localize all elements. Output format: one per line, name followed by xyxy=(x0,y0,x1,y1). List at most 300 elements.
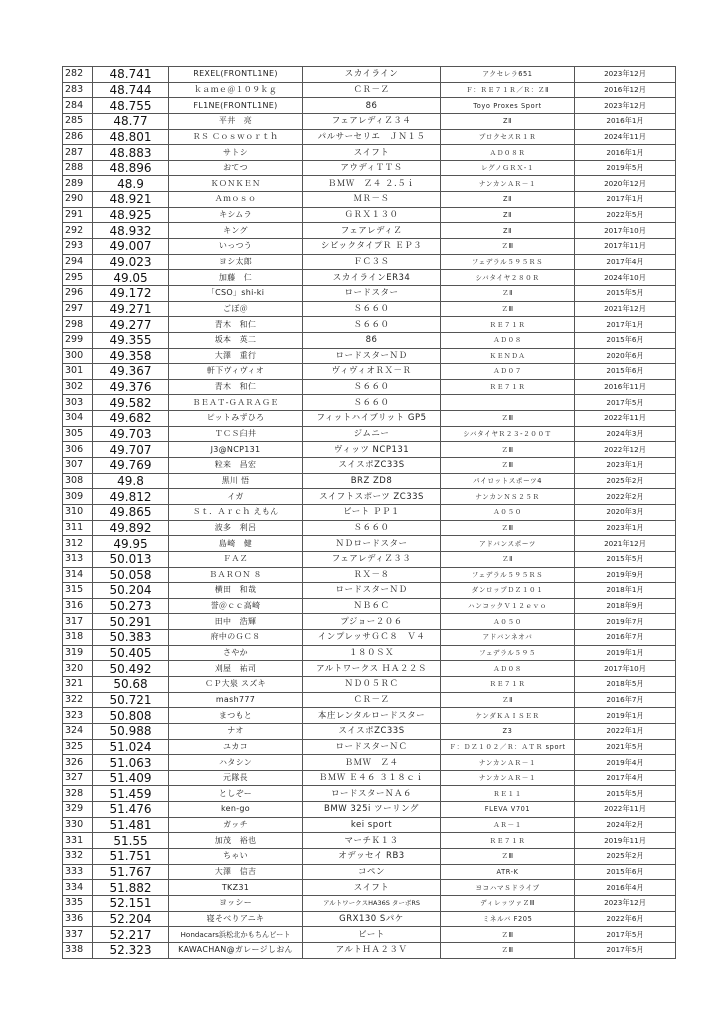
rank-cell: 321 xyxy=(63,676,93,692)
driver-name-cell: 「CSO」shi-ki xyxy=(169,285,303,301)
rank-cell: 283 xyxy=(63,82,93,98)
table-row xyxy=(63,442,676,458)
car-model-cell: ロードスターＮＣ xyxy=(303,739,441,755)
car-model-cell: ＮＤ０５ＲＣ xyxy=(303,676,441,692)
date-cell: 2020年6月 xyxy=(575,348,676,364)
car-model-cell: スカイラインER34 xyxy=(303,270,441,286)
time-cell: 49.8 xyxy=(93,473,169,489)
tire-cell: ハンコックＶ１２ｅｖｏ xyxy=(441,598,575,614)
tire-cell: ＺⅡ xyxy=(441,285,575,301)
table-row xyxy=(63,786,676,802)
driver-name-cell: ヨッシー xyxy=(169,895,303,911)
tire-cell: パイロットスポーツ4 xyxy=(441,473,575,489)
date-cell: 2019年7月 xyxy=(575,614,676,630)
car-model-cell: スイフト xyxy=(303,145,441,161)
driver-name-cell: 軒下ヴィヴィオ xyxy=(169,364,303,380)
table-row xyxy=(63,692,676,708)
time-cell: 49.023 xyxy=(93,254,169,270)
time-cell: 48.744 xyxy=(93,82,169,98)
table-row xyxy=(63,207,676,223)
tire-cell: ナンカンＡＲ－１ xyxy=(441,770,575,786)
date-cell: 2024年2月 xyxy=(575,817,676,833)
time-cell: 50.291 xyxy=(93,614,169,630)
date-cell: 2021年12月 xyxy=(575,536,676,552)
car-model-cell: BMW 325i ツーリング xyxy=(303,802,441,818)
tire-cell: Z3 xyxy=(441,723,575,739)
car-model-cell: Ｓ６６０ xyxy=(303,301,441,317)
tire-cell: ＲＥ７１Ｒ xyxy=(441,379,575,395)
date-cell: 2017年5月 xyxy=(575,927,676,943)
driver-name-cell: 黒川 悟 xyxy=(169,473,303,489)
time-cell: 49.007 xyxy=(93,239,169,255)
driver-name-cell: ガッチ xyxy=(169,817,303,833)
table-row xyxy=(63,160,676,176)
driver-name-cell: mash777 xyxy=(169,692,303,708)
tire-cell: アクセレラ651 xyxy=(441,67,575,83)
car-model-cell: 86 xyxy=(303,98,441,114)
driver-name-cell: 坂本 英二 xyxy=(169,332,303,348)
driver-name-cell: まつもと xyxy=(169,708,303,724)
tire-cell: ＺⅢ xyxy=(441,458,575,474)
table-row xyxy=(63,176,676,192)
driver-name-cell: KAWACHAN@ガレージしおん xyxy=(169,942,303,958)
rank-cell: 322 xyxy=(63,692,93,708)
time-cell: 52.204 xyxy=(93,911,169,927)
table-row xyxy=(63,661,676,677)
date-cell: 2016年7月 xyxy=(575,630,676,646)
driver-name-cell: キング xyxy=(169,223,303,239)
car-model-cell: 86 xyxy=(303,332,441,348)
time-cell: 50.405 xyxy=(93,645,169,661)
table-row xyxy=(63,630,676,646)
table-row xyxy=(63,504,676,520)
car-model-cell: アウディＴＴＳ xyxy=(303,160,441,176)
driver-name-cell: TKZ31 xyxy=(169,880,303,896)
rank-cell: 312 xyxy=(63,536,93,552)
table-row xyxy=(63,864,676,880)
date-cell: 2022年6月 xyxy=(575,911,676,927)
rank-cell: 293 xyxy=(63,239,93,255)
table-row xyxy=(63,332,676,348)
tire-cell: ZⅡ xyxy=(441,113,575,129)
car-model-cell: シビックタイプＲ ＥＰ３ xyxy=(303,239,441,255)
tire-cell: ＡＤ０８ xyxy=(441,661,575,677)
time-cell: 49.812 xyxy=(93,489,169,505)
table-row xyxy=(63,583,676,599)
driver-name-cell: 横田 和哉 xyxy=(169,583,303,599)
rank-cell: 311 xyxy=(63,520,93,536)
tire-cell: ＺⅢ xyxy=(441,442,575,458)
date-cell: 2023年1月 xyxy=(575,458,676,474)
tire-cell: プロクセスＲ１Ｒ xyxy=(441,129,575,145)
table-row xyxy=(63,301,676,317)
tire-cell: アドバンネオバ xyxy=(441,630,575,646)
tire-cell: ＡＤ０８Ｒ xyxy=(441,145,575,161)
rank-cell: 285 xyxy=(63,113,93,129)
tire-cell: ケンダＫＡＩＳＥＲ xyxy=(441,708,575,724)
rank-cell: 333 xyxy=(63,864,93,880)
rank-cell: 319 xyxy=(63,645,93,661)
driver-name-cell: ナオ xyxy=(169,723,303,739)
tire-cell: Toyo Proxes Sport xyxy=(441,98,575,114)
tire-cell: ＡＲ－１ xyxy=(441,817,575,833)
rank-cell: 325 xyxy=(63,739,93,755)
tire-cell: アドバンスポーツ xyxy=(441,536,575,552)
table-row xyxy=(63,895,676,911)
rank-cell: 300 xyxy=(63,348,93,364)
time-cell: 50.383 xyxy=(93,630,169,646)
driver-name-cell: 青木 和仁 xyxy=(169,379,303,395)
car-model-cell: フェアレディＺ xyxy=(303,223,441,239)
rank-cell: 299 xyxy=(63,332,93,348)
driver-name-cell: 大澤 信吉 xyxy=(169,864,303,880)
date-cell: 2019年5月 xyxy=(575,160,676,176)
driver-name-cell: 元隊長 xyxy=(169,770,303,786)
date-cell: 2022年11月 xyxy=(575,411,676,427)
table-row xyxy=(63,833,676,849)
time-cell: 51.063 xyxy=(93,755,169,771)
car-model-cell: ＢＭＷ Ｅ４６ ３１８ｃｉ xyxy=(303,770,441,786)
time-cell: 49.358 xyxy=(93,348,169,364)
table-row xyxy=(63,254,676,270)
date-cell: 2015年5月 xyxy=(575,285,676,301)
rank-cell: 304 xyxy=(63,411,93,427)
tire-cell: ＲＥ１１ xyxy=(441,786,575,802)
rank-cell: 295 xyxy=(63,270,93,286)
tire-cell: ＺⅢ xyxy=(441,942,575,958)
time-cell: 51.767 xyxy=(93,864,169,880)
car-model-cell: ロードスター xyxy=(303,285,441,301)
date-cell: 2017年5月 xyxy=(575,395,676,411)
driver-name-cell: 島崎 健 xyxy=(169,536,303,552)
table-row xyxy=(63,551,676,567)
time-cell: 48.896 xyxy=(93,160,169,176)
time-cell: 51.882 xyxy=(93,880,169,896)
tire-cell: ＺⅢ xyxy=(441,849,575,865)
rank-cell: 291 xyxy=(63,207,93,223)
driver-name-cell: ken-go xyxy=(169,802,303,818)
tire-cell: シバタイヤＲ２３-２００Ｔ xyxy=(441,426,575,442)
time-cell: 49.707 xyxy=(93,442,169,458)
time-cell: 49.271 xyxy=(93,301,169,317)
rank-cell: 315 xyxy=(63,583,93,599)
date-cell: 2015年6月 xyxy=(575,864,676,880)
table-row xyxy=(63,598,676,614)
time-cell: 50.058 xyxy=(93,567,169,583)
car-model-cell: スイスポZC33S xyxy=(303,458,441,474)
time-cell: 49.355 xyxy=(93,332,169,348)
rank-cell: 316 xyxy=(63,598,93,614)
date-cell: 2017年1月 xyxy=(575,317,676,333)
table-row xyxy=(63,708,676,724)
tire-cell: フェデラル５９５ xyxy=(441,645,575,661)
rank-cell: 289 xyxy=(63,176,93,192)
time-cell: 51.476 xyxy=(93,802,169,818)
date-cell: 2015年5月 xyxy=(575,786,676,802)
table-row xyxy=(63,927,676,943)
table-row xyxy=(63,723,676,739)
time-cell: 48.932 xyxy=(93,223,169,239)
car-model-cell: プジョー２０６ xyxy=(303,614,441,630)
table-row xyxy=(63,676,676,692)
driver-name-cell: 加茂 裕也 xyxy=(169,833,303,849)
car-model-cell: ＢＭＷ Ｚ４ ２.５ｉ xyxy=(303,176,441,192)
date-cell: 2017年1月 xyxy=(575,192,676,208)
date-cell: 2025年2月 xyxy=(575,473,676,489)
time-cell: 49.892 xyxy=(93,520,169,536)
driver-name-cell: 加藤 仁 xyxy=(169,270,303,286)
date-cell: 2023年12月 xyxy=(575,895,676,911)
tire-cell: ＡＤ０８ xyxy=(441,332,575,348)
rank-cell: 296 xyxy=(63,285,93,301)
rank-cell: 327 xyxy=(63,770,93,786)
car-model-cell: ロードスターＮＡ６ xyxy=(303,786,441,802)
time-cell: 51.024 xyxy=(93,739,169,755)
time-cell: 51.459 xyxy=(93,786,169,802)
time-cell: 49.95 xyxy=(93,536,169,552)
car-model-cell: BRZ ZD8 xyxy=(303,473,441,489)
rank-cell: 302 xyxy=(63,379,93,395)
date-cell: 2016年11月 xyxy=(575,379,676,395)
tire-cell: ＺⅡ xyxy=(441,551,575,567)
tire-cell: ＫＥＮＤＡ xyxy=(441,348,575,364)
rank-cell: 329 xyxy=(63,802,93,818)
date-cell: 2017年11月 xyxy=(575,239,676,255)
date-cell: 2017年10月 xyxy=(575,661,676,677)
date-cell: 2017年4月 xyxy=(575,770,676,786)
driver-name-cell: Hondacars浜松北かもちんビート xyxy=(169,927,303,943)
rank-cell: 317 xyxy=(63,614,93,630)
driver-name-cell: 大澤 重行 xyxy=(169,348,303,364)
date-cell: 2015年6月 xyxy=(575,332,676,348)
tire-cell: ミネルバ F205 xyxy=(441,911,575,927)
table-row xyxy=(63,770,676,786)
driver-name-cell: J3@NCP131 xyxy=(169,442,303,458)
car-model-cell: フィットハイブリット GP5 xyxy=(303,411,441,427)
time-cell: 49.172 xyxy=(93,285,169,301)
time-cell: 51.481 xyxy=(93,817,169,833)
table-row xyxy=(63,942,676,958)
tire-cell: ナンカンＮＳ２５Ｒ xyxy=(441,489,575,505)
time-cell: 48.9 xyxy=(93,176,169,192)
tire-cell: Ｆ：ＲＥ７１Ｒ／Ｒ：ＺⅡ xyxy=(441,82,575,98)
rank-cell: 306 xyxy=(63,442,93,458)
driver-name-cell: 粒来 昌宏 xyxy=(169,458,303,474)
driver-name-cell: ＢＡＲＯＮ ８ xyxy=(169,567,303,583)
driver-name-cell: ヨシ太郎 xyxy=(169,254,303,270)
driver-name-cell: ピットみずひろ xyxy=(169,411,303,427)
table-row xyxy=(63,458,676,474)
time-cell: 51.409 xyxy=(93,770,169,786)
rank-cell: 330 xyxy=(63,817,93,833)
table-row xyxy=(63,614,676,630)
date-cell: 2024年10月 xyxy=(575,270,676,286)
driver-name-cell: ＫＯＮＫＥＮ xyxy=(169,176,303,192)
car-model-cell: コペン xyxy=(303,864,441,880)
date-cell: 2022年12月 xyxy=(575,442,676,458)
tire-cell: フェデラル５９５ＲＳ xyxy=(441,567,575,583)
date-cell: 2015年5月 xyxy=(575,551,676,567)
table-row xyxy=(63,536,676,552)
time-cell: 51.55 xyxy=(93,833,169,849)
tire-cell: ヨコハマＳドライブ xyxy=(441,880,575,896)
rank-cell: 309 xyxy=(63,489,93,505)
table-row xyxy=(63,755,676,771)
tire-cell: レグノＧＲＸ-１ xyxy=(441,160,575,176)
tire-cell: ＺⅡ xyxy=(441,692,575,708)
driver-name-cell: ＦＡＺ xyxy=(169,551,303,567)
rank-cell: 323 xyxy=(63,708,93,724)
car-model-cell: ビート xyxy=(303,927,441,943)
driver-name-cell: イガ xyxy=(169,489,303,505)
ranking-table xyxy=(62,66,676,959)
tire-cell: シバタイヤ２８０Ｒ xyxy=(441,270,575,286)
car-model-cell: GRX130 Sパケ xyxy=(303,911,441,927)
rank-cell: 284 xyxy=(63,98,93,114)
date-cell: 2020年3月 xyxy=(575,504,676,520)
car-model-cell: フェアレディＺ３３ xyxy=(303,551,441,567)
car-model-cell: スカイライン xyxy=(303,67,441,83)
table-row xyxy=(63,567,676,583)
date-cell: 2024年3月 xyxy=(575,426,676,442)
rank-cell: 305 xyxy=(63,426,93,442)
driver-name-cell: ＢＥＡＴ-ＧＡＲＡＧＥ xyxy=(169,395,303,411)
time-cell: 52.217 xyxy=(93,927,169,943)
rank-cell: 332 xyxy=(63,849,93,865)
driver-name-cell: ＣＰ大泉 スズキ xyxy=(169,676,303,692)
date-cell: 2019年1月 xyxy=(575,708,676,724)
time-cell: 50.721 xyxy=(93,692,169,708)
rank-cell: 292 xyxy=(63,223,93,239)
car-model-cell: ヴィヴィオＲＸ－Ｒ xyxy=(303,364,441,380)
time-cell: 48.755 xyxy=(93,98,169,114)
time-cell: 51.751 xyxy=(93,849,169,865)
car-model-cell: スイフトスポーツ ZC33S xyxy=(303,489,441,505)
ranking-table-container xyxy=(62,66,676,959)
car-model-cell: ＣＲ－Ｚ xyxy=(303,82,441,98)
date-cell: 2018年1月 xyxy=(575,583,676,599)
time-cell: 52.151 xyxy=(93,895,169,911)
time-cell: 49.682 xyxy=(93,411,169,427)
date-cell: 2019年11月 xyxy=(575,833,676,849)
tire-cell: ディレッツァＺⅢ xyxy=(441,895,575,911)
time-cell: 50.492 xyxy=(93,661,169,677)
date-cell: 2016年7月 xyxy=(575,692,676,708)
car-model-cell: 本庄レンタルロードスター xyxy=(303,708,441,724)
rank-cell: 294 xyxy=(63,254,93,270)
car-model-cell: ＮＤロードスター xyxy=(303,536,441,552)
car-model-cell: マーチＫ１３ xyxy=(303,833,441,849)
tire-cell: ナンカンＡＲ－１ xyxy=(441,755,575,771)
time-cell: 49.582 xyxy=(93,395,169,411)
driver-name-cell: 青木 和仁 xyxy=(169,317,303,333)
tire-cell: ＲＥ７１Ｒ xyxy=(441,317,575,333)
table-row xyxy=(63,802,676,818)
time-cell: 49.05 xyxy=(93,270,169,286)
rank-cell: 313 xyxy=(63,551,93,567)
table-row xyxy=(63,849,676,865)
rank-cell: 335 xyxy=(63,895,93,911)
table-row xyxy=(63,645,676,661)
time-cell: 50.204 xyxy=(93,583,169,599)
time-cell: 48.741 xyxy=(93,67,169,83)
table-row xyxy=(63,82,676,98)
table-row xyxy=(63,379,676,395)
table-row xyxy=(63,411,676,427)
car-model-cell: スイスポZC33S xyxy=(303,723,441,739)
table-row xyxy=(63,239,676,255)
rank-cell: 334 xyxy=(63,880,93,896)
car-model-cell: Ｓ６６０ xyxy=(303,520,441,536)
date-cell: 2021年5月 xyxy=(575,739,676,755)
rank-cell: 318 xyxy=(63,630,93,646)
time-cell: 49.703 xyxy=(93,426,169,442)
car-model-cell: １８０ＳＸ xyxy=(303,645,441,661)
time-cell: 50.68 xyxy=(93,676,169,692)
rank-cell: 298 xyxy=(63,317,93,333)
car-model-cell: ビート ＰＰ１ xyxy=(303,504,441,520)
date-cell: 2023年12月 xyxy=(575,98,676,114)
table-row xyxy=(63,223,676,239)
time-cell: 48.925 xyxy=(93,207,169,223)
date-cell: 2017年5月 xyxy=(575,942,676,958)
rank-cell: 286 xyxy=(63,129,93,145)
date-cell: 2018年5月 xyxy=(575,676,676,692)
table-row xyxy=(63,67,676,83)
tire-cell: ナンカンＡＲ－１ xyxy=(441,176,575,192)
rank-cell: 331 xyxy=(63,833,93,849)
rank-cell: 307 xyxy=(63,458,93,474)
table-row xyxy=(63,348,676,364)
time-cell: 50.808 xyxy=(93,708,169,724)
date-cell: 2019年9月 xyxy=(575,567,676,583)
tire-cell: Ａ０５０ xyxy=(441,614,575,630)
car-model-cell: Ｓ６６０ xyxy=(303,317,441,333)
driver-name-cell: 田中 浩輝 xyxy=(169,614,303,630)
driver-name-cell: としぞー xyxy=(169,786,303,802)
table-row xyxy=(63,192,676,208)
rank-cell: 297 xyxy=(63,301,93,317)
car-model-cell: フェアレディＺ３４ xyxy=(303,113,441,129)
table-row xyxy=(63,520,676,536)
table-row xyxy=(63,270,676,286)
driver-name-cell: 誉＠ｃｃ高崎 xyxy=(169,598,303,614)
driver-name-cell: さやか xyxy=(169,645,303,661)
date-cell: 2022年2月 xyxy=(575,489,676,505)
driver-name-cell: おてつ xyxy=(169,160,303,176)
driver-name-cell: ＲＳ Ｃｏｓｗｏｒｔｈ xyxy=(169,129,303,145)
car-model-cell: ロードスターＮＤ xyxy=(303,583,441,599)
driver-name-cell: キシムラ xyxy=(169,207,303,223)
rank-cell: 308 xyxy=(63,473,93,489)
table-row xyxy=(63,98,676,114)
tire-cell: Ａ０５０ xyxy=(441,504,575,520)
tire-cell: ＺⅢ xyxy=(441,411,575,427)
driver-name-cell: Ｓｔ．Ａｒｃｈ えもん xyxy=(169,504,303,520)
date-cell: 2020年12月 xyxy=(575,176,676,192)
table-row xyxy=(63,739,676,755)
table-row xyxy=(63,145,676,161)
tire-cell: ＺⅢ xyxy=(441,520,575,536)
table-row xyxy=(63,489,676,505)
date-cell: 2022年5月 xyxy=(575,207,676,223)
date-cell: 2025年2月 xyxy=(575,849,676,865)
table-row xyxy=(63,911,676,927)
table-row xyxy=(63,473,676,489)
time-cell: 50.273 xyxy=(93,598,169,614)
tire-cell: ＲＥ７１Ｒ xyxy=(441,833,575,849)
driver-name-cell: REXEL(FRONTL1NE) xyxy=(169,67,303,83)
